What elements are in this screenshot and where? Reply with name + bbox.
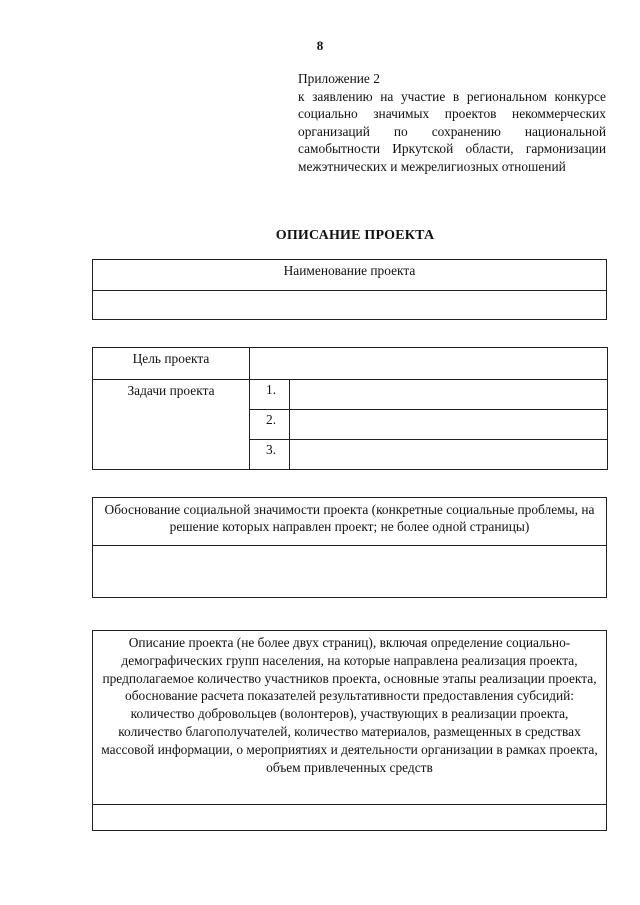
task-field[interactable] (290, 380, 608, 410)
appendix-title: Приложение 2 (298, 71, 380, 86)
task-field[interactable] (290, 440, 608, 470)
task-number: 3. (250, 440, 290, 470)
project-name-field[interactable] (93, 291, 607, 320)
description-field[interactable] (93, 805, 607, 831)
goals-tasks-table (92, 347, 608, 470)
appendix-block (298, 70, 606, 176)
task-number: 1. (250, 380, 290, 410)
description-label: Описание проекта (не более двух страниц), включая определение социально-демографических групп населения, на которые направлена реализация проекта, предполагаемое количество участников проекта, основные этапы реализации проекта, обоснование расчета показателей результативности предоставления субсидий: количество добровольцев (волонтеров), участвующих в реализации проекта, количество благополучателей, количество материалов, размещенных в средствах массовой информации, о мероприятиях и деятельности организации в рамках проекта, объем привлеченных средств (93, 631, 607, 805)
goal-field[interactable] (250, 348, 608, 380)
task-number: 2. (250, 410, 290, 440)
justification-label: Обоснование социальной значимости проекта (конкретные социальные проблемы, на решение которых направлен проект; не более одной страницы) (93, 498, 607, 546)
justification-table (92, 497, 607, 598)
appendix-text: к заявлению на участие в региональном конкурсе социально значимых проектов некоммерческих организаций по сохранению национальной самобытности Иркутской области, гармонизации межэтнических и межрелигиозных отношений (298, 88, 606, 174)
project-name-table (92, 259, 607, 320)
page-number: 8 (316, 38, 324, 53)
description-table (92, 630, 607, 831)
goal-label: Цель проекта (93, 348, 250, 380)
justification-field[interactable] (93, 546, 607, 598)
project-name-label: Наименование проекта (93, 260, 607, 291)
document-title: ОПИСАНИЕ ПРОЕКТА (275, 228, 435, 243)
task-field[interactable] (290, 410, 608, 440)
tasks-label: Задачи проекта (93, 380, 250, 470)
